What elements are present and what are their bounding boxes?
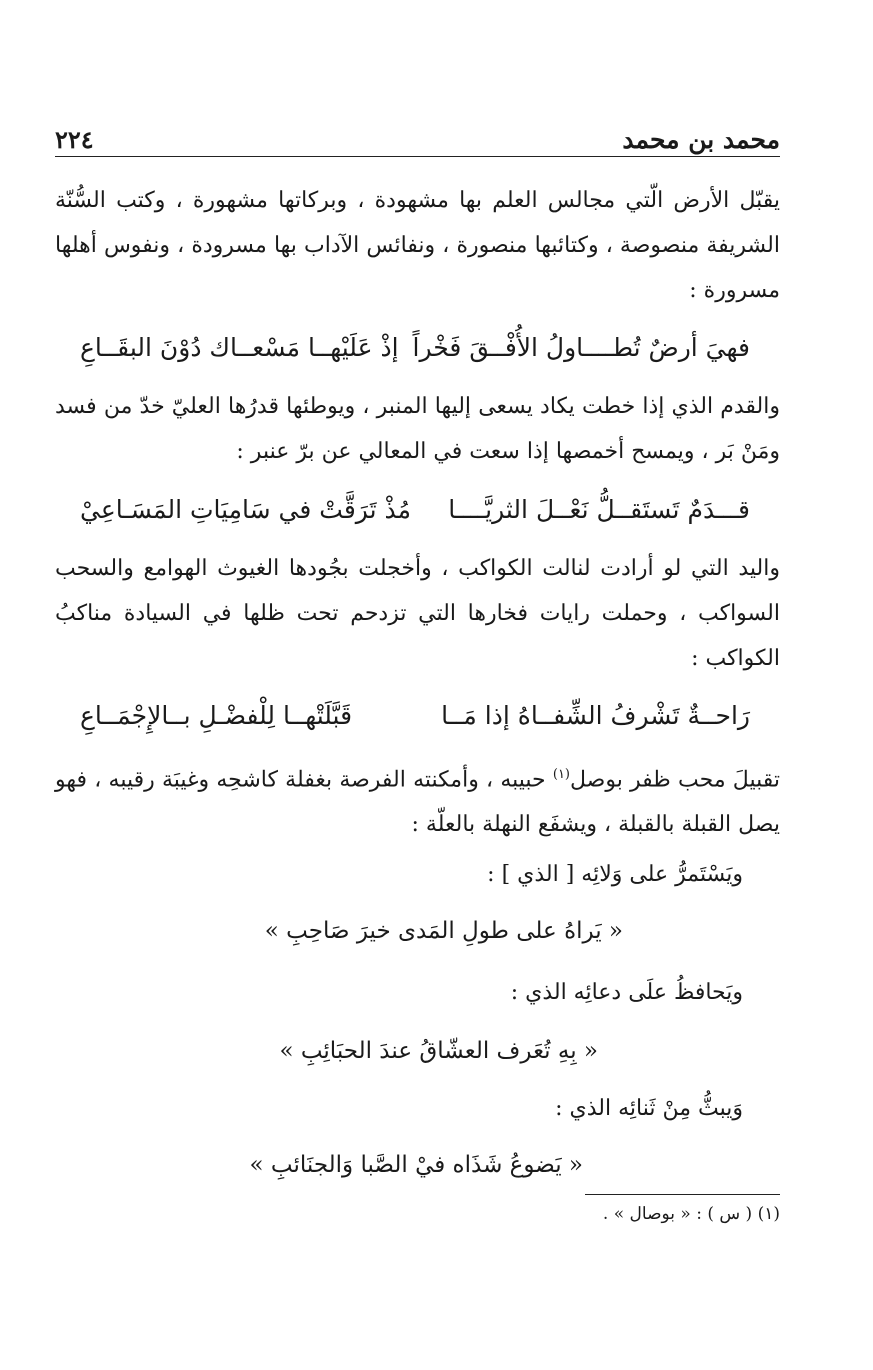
header-rule (55, 156, 780, 157)
paragraph-4 (55, 752, 780, 847)
verse-2 (80, 484, 750, 534)
footnote-reference: (١) (552, 767, 570, 782)
paragraph-4-text-before: تقبيلَ محب ظفر بوصل (570, 767, 780, 793)
quoted-hemistich-1: « يَراهُ على طولِ المَدى خيرَ صَاحِبِ » (264, 918, 623, 944)
paragraph-1: يقبّل الأرض الّتي مجالس العلم بها مشهودة ، وبركاتها مشهورة ، وكتب السُّنّة الشريفة منصوصة ، وكتائبها منصورة ، ونفائس الآداب بها مسرودة ، ونفوس أهلها مسرورة : (55, 188, 780, 303)
text-line-2: ويَحافظُ علَى دعائِه الذي : (510, 980, 743, 1005)
verse-2-first-hemistich: قـــدَمٌ تَستَقــلُّ نَعْــلَ الثريَّــــا (448, 494, 750, 524)
page-number: ٢٢٤ (55, 125, 94, 154)
quoted-hemistich-3: « يَضوعُ شَذَاه فيْ الصَّبا وَالجنَائبِ » (249, 1152, 583, 1178)
verse-1 (80, 322, 750, 372)
verse-3 (80, 690, 750, 740)
text-line-3: وَيبثُّ مِنْ ثَنائِه الذي : (555, 1096, 743, 1121)
page-header (55, 118, 780, 154)
verse-3-first-hemistich: رَاحــةٌ تَشْرفُ الشِّفــاهُ إذا مَــا (441, 700, 750, 730)
paragraph-2: والقدم الذي إذا خطت يكاد يسعى إليها المنبر ، ويوطئها قدرُها العليّ خدّ من فسد ومَنْ بَر ، ويمسح أخمصها إذا سعت في المعالي عن برّ عنبر : (55, 394, 780, 464)
running-title: محمد بن محمد (622, 125, 780, 154)
text-line-1: ويَسْتَمرُّ على وَلائِه [ الذي ] : (487, 862, 743, 887)
paragraph-4-text-after: حبيبه ، وأمكنته الفرصة بغفلة كاشحِه وغيبَة رقيبه ، فهو يصل القبلة بالقبلة ، ويشفَع النهلة بالعلّة : (55, 767, 780, 838)
footnote-rule (585, 1194, 780, 1195)
verse-1-second-hemistich: إذْ عَلَيْهــا مَسْعــاك دُوْنَ البقَــاعِ (80, 332, 399, 362)
paragraph-3: واليد التي لو أرادت لنالت الكواكب ، وأخجلت بجُودها الغيوث الهوامع والسحب السواكب ، وحملت رايات فخارها التي تزدحم تحت ظلها في السيادة مناكبُ الكواكب : (55, 556, 780, 671)
footnote: (١) ( س ) : « بوصال » . (602, 1204, 780, 1224)
verse-1-first-hemistich: فهيَ أرضٌ تُطــــاولُ الأُفْــقَ فَخْراً (412, 332, 750, 362)
quoted-hemistich-2: « بِهِ تُعَرف العشّاقُ عندَ الحبَائِبِ » (279, 1038, 598, 1064)
verse-3-second-hemistich: قَبَّلَتْهــا لِلْفضْـلِ بــالإِجْمَــاعِ (80, 700, 353, 730)
verse-2-second-hemistich: مُذْ تَرَقَّتْ في سَامِيَاتِ المَسَـاعِيْ (80, 494, 412, 524)
